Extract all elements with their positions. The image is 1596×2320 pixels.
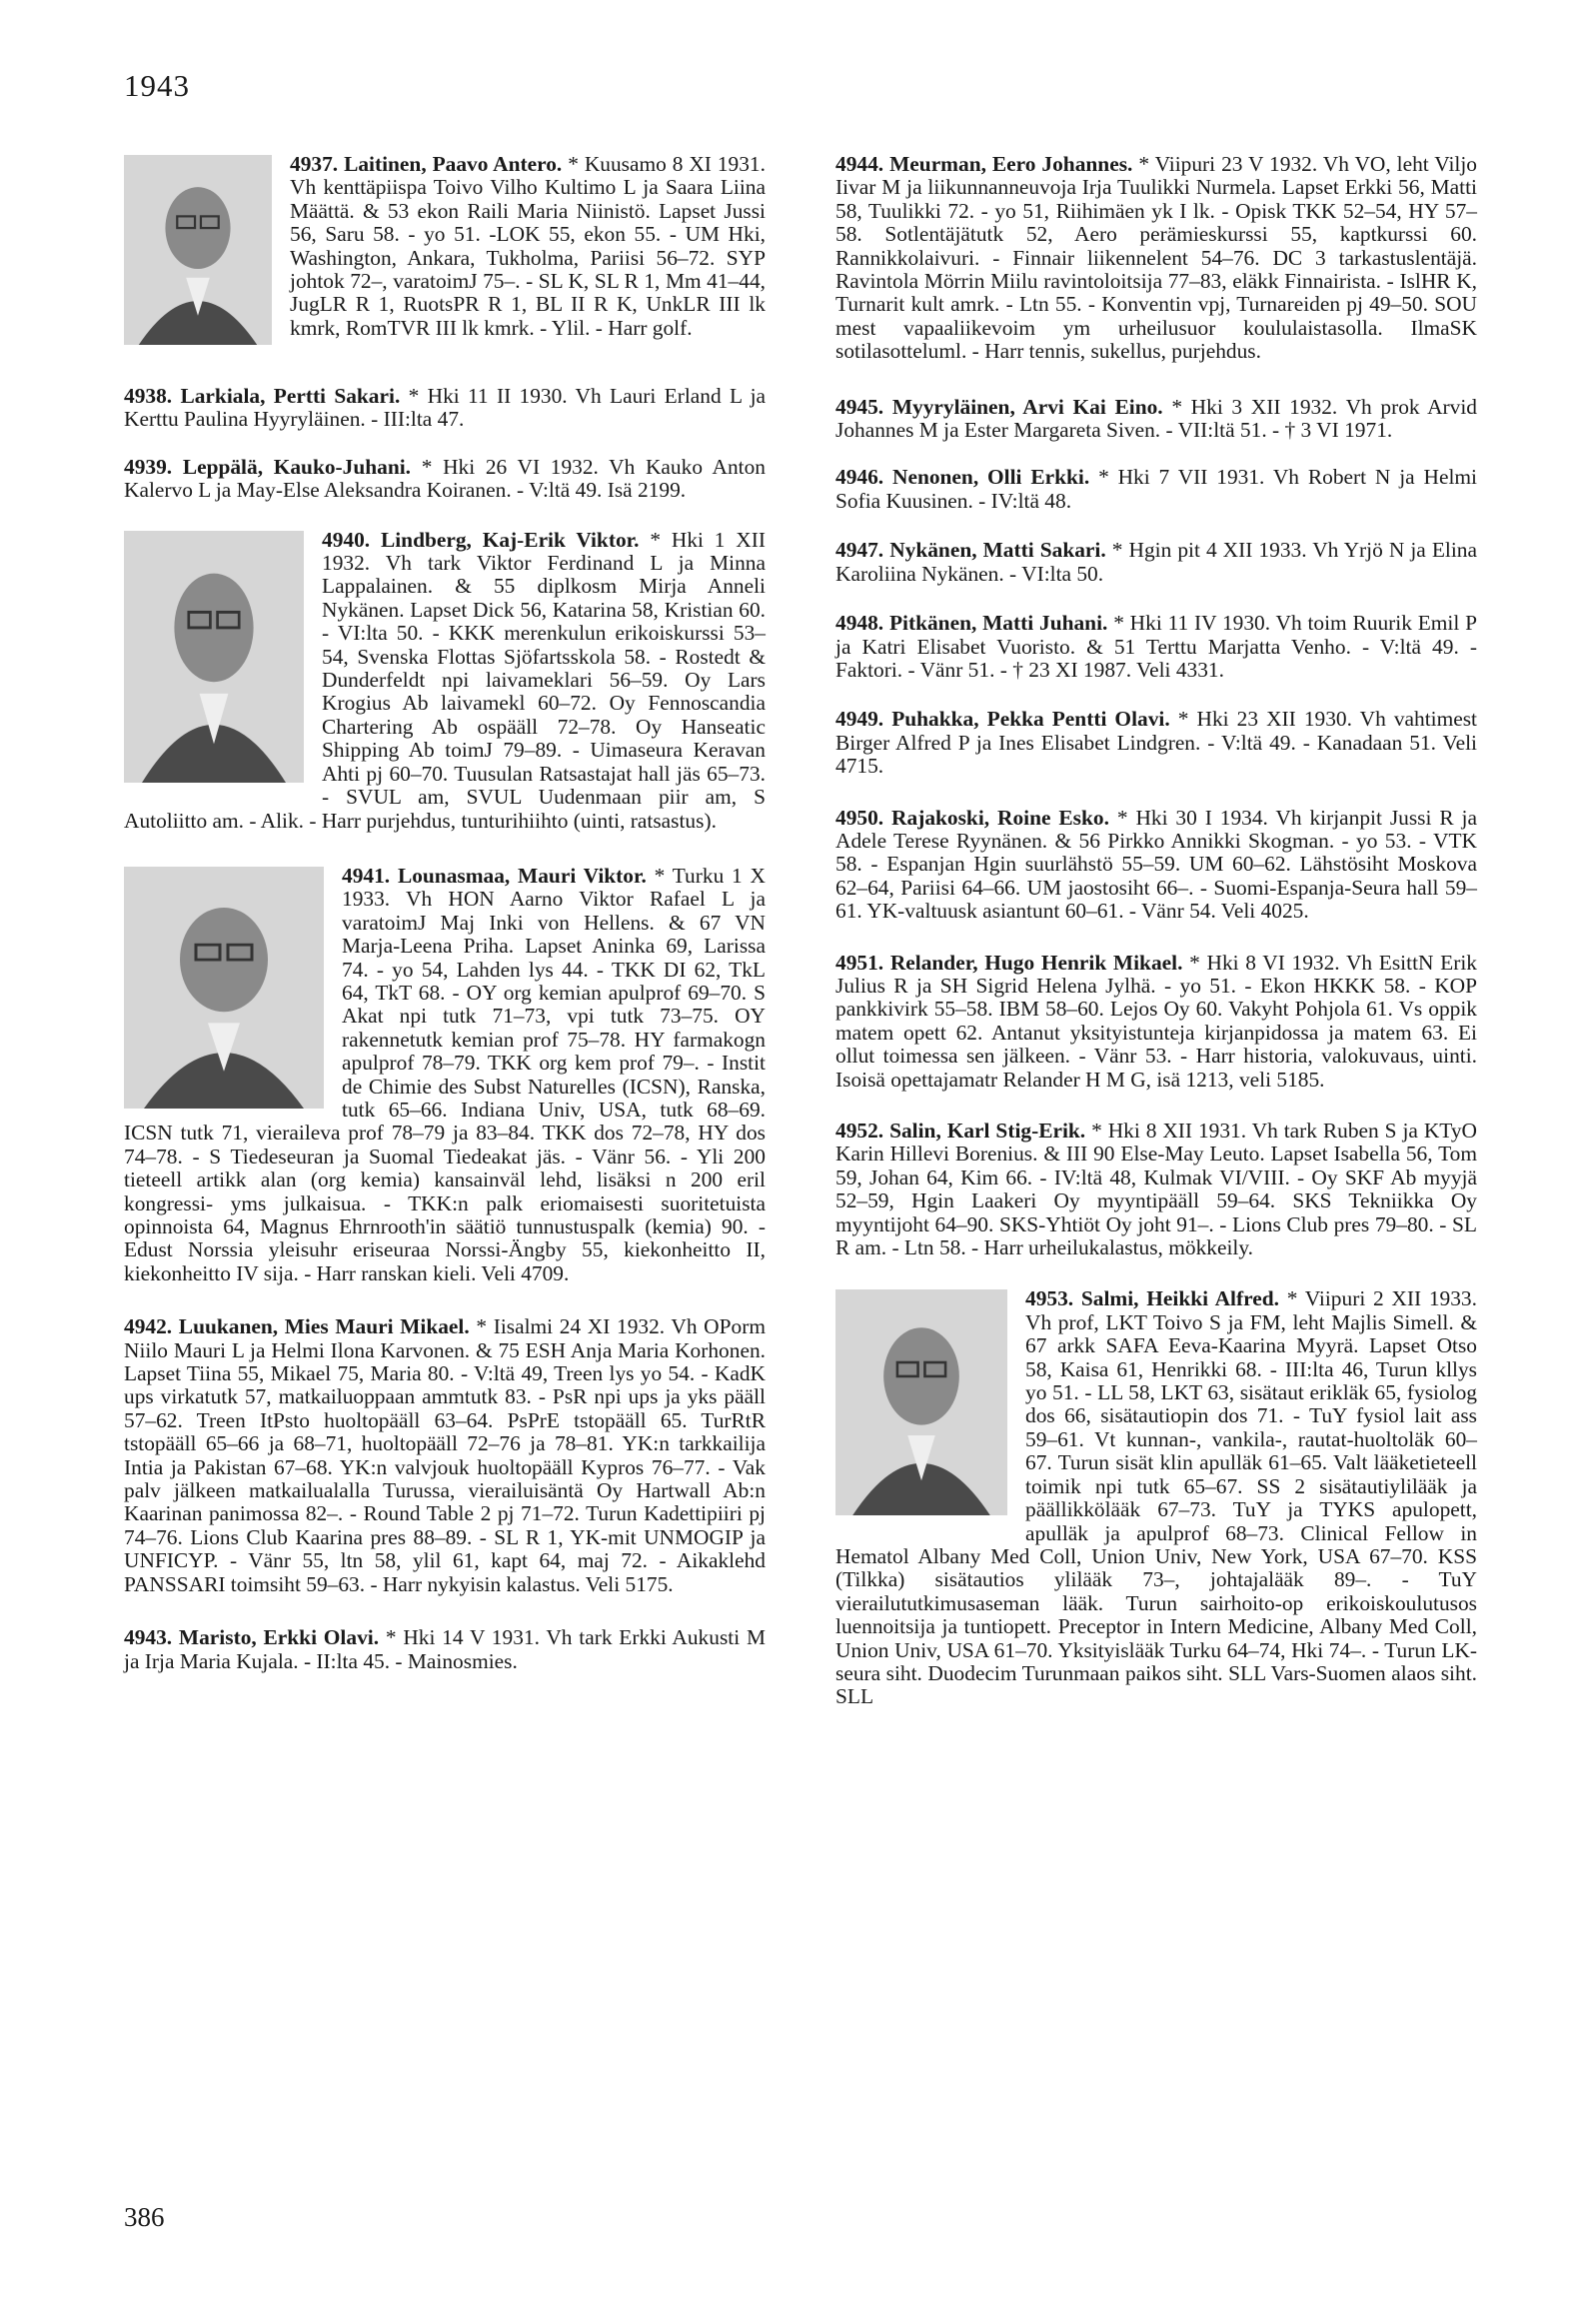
entry-4951	[835, 952, 1477, 1092]
entry-name: Salmi, Heikki Alfred.	[1080, 1286, 1279, 1311]
entry-body: * Iisalmi 24 XI 1932. Vh OPorm Niilo Mauri L ja Helmi Ilona Karvonen. & 75 ESH Anja Maria Korhonen. Lapset Tiina 55, Mikael 75, Maria 80. - V:ltä 49, Treen lys yo 54. - KadK ups virkatutk 57, matkailuoppaan ammtutk 83. - PsR npi ups ja yks pääll 57–62. Treen ItPsto huoltopääll 63–64. PsPrE tstopääll 65. TurRtR tstopääll 65–66 ja 68–71, huoltopääll 72–76 ja 78–81. YK:n tarkkailija Intia ja Pakistan 67–68. YK:n valvjouk huoltopääll Kypros 76–77. - Vak palv jälkeen matkailualalla Turussa, vierailuisäntä Oy Hartwall Ab:n Kaarinan panimossa 82–. - Round Table 2 pj 71–72. Turun Kadettipiiri pj 74–76. Lions Club Kaarina pres 88–89. - SL R 1, YK-mit UNMOGIP ja UNFICYP. - Vänr 55, ltn 58, ylil 61, kapt 64, maj 72. - Aikaklehd PANSSARI toimsiht 59–63. - Harr nykyisin kalastus. Veli 5175.	[124, 1314, 766, 1596]
entry-body: * Viipuri 2 XII 1933. Vh prof, LKT Toivo S ja FM, leht Majlis Simell. & 67 arkk SAFA Eeva-Kaarina Myyrä. Lapset Otso 58, Kaisa 61, Henrikki 68. - III:lta 46, Turun kllys yo 51. - LL 58, LKT 63, sisätaut erikläk 65, fysiolog dos 66, sisätautiopin dos 71. - TuY fysiol lait ass 59–61. Vt kunnan-, vankila-, rautat-huoltoläk 60–67. Turun sisät klin apulläk 61–65. Valt lääketieteell toimik npi tutk 65–67. SS 2 sisätautiylilääk ja päällikkölääk 67–73. TuY ja TYKS apulopett, apulläk ja apulprof 68–73. Clinical Fellow in Hematol Albany Med Coll, Union Univ, New York, USA 67–70. KSS (Tilkka) sisätautios ylilääk 73–, johtajalääk 89–. - TuY vierailututkimusaseman lääk. Turun sairhoito-op erikoiskoulutusos luennoitsija ja tuntiopett. Preceptor in Intern Medicine, Albany Med Coll, Union Univ, USA 61–70. Yksityislääk Turku 64–74, Hki 74–. - Turun LK-seura siht. Duodecim Turunmaan paikos siht. SLL Vars-Suomen alaos siht. SLL	[835, 1286, 1477, 1709]
entry-number: 4937.	[290, 152, 339, 176]
entry-name: Leppälä, Kauko-Juhani.	[182, 454, 412, 479]
entry-name: Nenonen, Olli Erkki.	[892, 465, 1090, 490]
entry-name: Nykänen, Matti Sakari.	[889, 538, 1106, 563]
entry-name: Puhakka, Pekka Pentti Olavi.	[891, 707, 1170, 732]
entry-body: * Hki 14 V 1931. Vh tark Erkki Aukusti M ja Irja Maria Kujala. - II:lta 45. - Mainosmies.	[124, 1625, 766, 1673]
portrait-photo	[124, 155, 272, 345]
entry-number: 4947.	[835, 538, 884, 563]
entry-number: 4943.	[124, 1625, 173, 1650]
portrait-photo	[124, 531, 304, 783]
entry-number: 4941.	[342, 863, 391, 888]
entry-number: 4940.	[322, 527, 371, 552]
entry-number: 4948.	[835, 611, 884, 636]
right-column	[835, 153, 1477, 1709]
entry-4947	[835, 539, 1477, 586]
entry-body: * Hki 11 II 1930. Vh Lauri Erland L ja Kerttu Paulina Hyyryläinen. - III:lta 47.	[124, 384, 767, 432]
entry-name: Laitinen, Paavo Antero.	[344, 152, 563, 176]
entry-number: 4946.	[835, 465, 884, 490]
entry-number: 4953.	[1025, 1286, 1074, 1311]
entry-body: * Hki 7 VII 1931. Vh Robert N ja Helmi Sofia Kuusinen. - IV:ltä 48.	[835, 465, 1477, 513]
entry-body: * Hki 30 I 1934. Vh kirjanpit Jussi R ja Adele Terese Ryynänen. & 56 Pirkko Annikki Skogman. - yo 53. - VTK 58. - Espanjan Hgin suurlähstö 55–59. UM 60–62. Lähstösiht Moskova 62–64, Pariisi 64–66. UM jaostosiht 66–. - Suomi-Espanja-Seura hall 59–61. YK-valtuusk asiantunt 60–61. - Vänr 54. Veli 4025.	[835, 805, 1477, 924]
entry-name: Luukanen, Mies Mauri Mikael.	[178, 1314, 470, 1339]
entry-4948	[835, 612, 1477, 682]
entry-name: Maristo, Erkki Olavi.	[178, 1625, 380, 1650]
page-number-bottom: 386	[124, 2202, 165, 2232]
entry-4950	[835, 807, 1477, 924]
entry-4941	[124, 865, 766, 1285]
entry-name: Lindberg, Kaj-Erik Viktor.	[380, 527, 640, 552]
entry-body: * Hki 3 XII 1932. Vh prok Arvid Johannes M ja Ester Margareta Siven. - VII:ltä 51. - † 3 VI 1971.	[835, 394, 1477, 443]
entry-body: * Hki 1 XII 1932. Vh tark Viktor Ferdinand L ja Minna Lappalainen. & 55 diplkosm Mirja Anneli Nykänen. Lapset Dick 56, Katarina 58, Kristian 60. - VI:lta 50. - KKK merenkulun erikoiskurssi 53–54, Svenska Flottas Sjöfartsskola 58. - Rostedt & Dunderfeldt npi laivameklari 56–59. Oy Lars Krogius Ab laivamekl 60–72. Oy Fennoscandia Chartering Ab ospääll 72–78. Oy Hanseatic Shipping Ab toimJ 79–89. - Uimaseura Keravan Ahti pj 60–70. Tuusulan Ratsastajat hall jäs 65–73. - SVUL am, SVUL Uudenmaan piir am, S Autoliitto am. - Alik. - Harr purjehdus, tunturihiihto (uinti, ratsastus).	[124, 527, 766, 833]
page-number-top: 1943	[124, 68, 190, 103]
entry-body: * Viipuri 23 V 1932. Vh VO, leht Viljo Iivar M ja liikunnanneuvoja Irja Tuulikki Nurmela. Lapset Erkki 56, Matti 58, Tuulikki 72. - yo 51, Riihimäen yk I lk. - Opisk TKK 52–54, HY 57–58. Sotlentäjätutk 52, Aero perämieskurssi 55, kaptkurssi 60. Rannikkolaivuri. - Finnair liikennelent 54–76. DC 3 tarkastuslentäjä. Ravintola Mörrin Miilu ravintoloitsija 77–83, eläkk Finnairista. - IslHR K, Turnarit kult amrk. - Ltn 55. - Konventin vpj, Turnareiden pj 49–50. SOU mest vapaaliikevoim ym urheilusuor koululaistasolla. IlmaSK sotilasotteluml. - Harr tennis, sukellus, purjehdus.	[835, 152, 1477, 364]
entry-4942	[124, 1315, 766, 1596]
entry-number: 4952.	[835, 1119, 884, 1143]
entry-4953	[835, 1287, 1477, 1708]
entry-number: 4944.	[835, 152, 884, 176]
entry-name: Relander, Hugo Henrik Mikael.	[889, 950, 1183, 975]
entry-name: Myyryläinen, Arvi Kai Eino.	[891, 394, 1163, 419]
entry-4946	[835, 466, 1477, 513]
entry-4939	[124, 456, 766, 503]
entry-4940	[124, 529, 766, 833]
entry-name: Salin, Karl Stig-Erik.	[889, 1119, 1086, 1143]
entry-name: Meurman, Eero Johannes.	[889, 152, 1133, 176]
entry-number: 4945.	[835, 394, 884, 419]
left-column	[124, 153, 766, 1673]
entry-number: 4939.	[124, 454, 173, 479]
entry-body: * Kuusamo 8 XI 1931. Vh kenttäpiispa Toivo Vilho Kultimo L ja Saara Liina Määttä. & 53 ekon Raili Maria Niinistö. Lapset Jussi 56, Saru 58. - yo 51. -LOK 55, ekon 55. - UM Hki, Washington, Ankara, Tukholma, Pariisi 56–72. SYP johtok 72–, varatoimJ 75–. - SL K, SL R 1, Mm 41–44, JugLR R 1, RuotsPR R 1, BL II R K, UnkLR III lk kmrk, RomTVR III lk kmrk. - Ylil. - Harr golf.	[290, 152, 766, 340]
entry-body: * Hki 26 VI 1932. Vh Kauko Anton Kalervo L ja May-Else Aleksandra Koiranen. - V:ltä 49. Isä 2199.	[124, 454, 766, 503]
entry-4949	[835, 708, 1477, 778]
entry-name: Pitkänen, Matti Juhani.	[888, 611, 1108, 636]
entry-name: Rajakoski, Roine Esko.	[891, 805, 1109, 830]
entry-4952	[835, 1120, 1477, 1259]
entry-body: * Turku 1 X 1933. Vh HON Aarno Viktor Rafael L ja varatoimJ Maj Inki von Hellens. & 67 VN Marja-Leena Priha. Lapset Aninka 69, Larissa 74. - yo 54, Lahden lys 44. - TKK DI 62, TkL 64, TkT 68. - OY org kemian apulprof 69–70. S Akat npi tutk 71–73, vpi tutk 73–75. OY rakennetutk kemian prof 75–78. HY farmakogn apulprof 78–79. TKK org kem prof 79–. - Instit de Chimie des Subst Naturelles (ICSN), Ranska, tutk 65–66. Indiana Univ, USA, tutk 68–69. ICSN tutk 71, vieraileva prof 78–79 ja 83–84. TKK dos 72–78, HY dos 74–78. - S Tiedeseuran ja Suomal Tiedeakat jäs. - Vänr 56. - Yli 200 tieteell artikk alan (org kemia) kansainväl lehd, lisäksi n 200 eril kongressi- yms julkaisua. - TKK:n palk eriomaisesti suoritetuista opinnoista 64, Magnus Ehrnrooth'in säätiö tunnustuspalk (kemia) 90. - Edust Norssia yleisuhr eriseuraa Norssi-Ängby 55, kiekonheitto II, kiekonheitto IV sija. - Harr ranskan kieli. Veli 4709.	[124, 863, 766, 1285]
entry-4938	[124, 385, 766, 432]
entry-4944	[835, 153, 1477, 364]
entry-body: * Hki 8 XII 1931. Vh tark Ruben S ja KTyO Karin Hillevi Borenius. & III 90 Else-May Leuto. Lapset Isabella 56, Tom 59, Johan 64, Kim 66. - IV:ltä 48, Kulmak VI/VIII. - Oy SKF Ab myyjä 52–59, Hgin Laakeri Oy myyntipääll 59–64. SKS Tekniikka Oy myyntijoht 64–90. SKS-Yhtiöt Oy joht 91–. - Lions Club pres 79–80. - SL R am. - Ltn 58. - Harr urheilukalastus, mökkeily.	[835, 1119, 1477, 1260]
entry-name: Lounasmaa, Mauri Viktor.	[397, 863, 647, 888]
portrait-photo	[124, 867, 324, 1109]
entry-body: * Hki 8 VI 1932. Vh EsittN Erik Julius R ja SH Sigrid Helena Jylhä. - yo 51. - Ekon HKKK 58. - KOP pankkivirk 55–58. IBM 58–60. Lejos Oy 60. Vakyht Pohjola 61. Vs oppik matem opett 62. Antanut yksityistunteja kirjanpidossa ja matem 63. Ei ollut toimessa sen jälkeen. - Vänr 53. - Harr historia, valokuvaus, uinti. Isoisä opettajamatr Relander H M G, isä 1213, veli 5185.	[835, 950, 1477, 1092]
entry-body: * Hki 11 IV 1930. Vh toim Ruurik Emil P ja Katri Elisabet Vuoristo. & 51 Terttu Marjatta Venho. - V:ltä 49. - Faktori. - Vänr 51. - † 23 XI 1987. Veli 4331.	[835, 611, 1478, 682]
entry-4945	[835, 396, 1477, 443]
entry-body: * Hgin pit 4 XII 1933. Vh Yrjö N ja Elina Karoliina Nykänen. - VI:lta 50.	[835, 538, 1477, 586]
portrait-photo	[835, 1289, 1007, 1515]
entry-number: 4942.	[124, 1314, 173, 1339]
entry-name: Larkiala, Pertti Sakari.	[180, 384, 401, 408]
entry-4943	[124, 1626, 766, 1673]
entry-body: * Hki 23 XII 1930. Vh vahtimest Birger Alfred P ja Ines Elisabet Lindgren. - V:ltä 49. - Kanadaan 51. Veli 4715.	[835, 707, 1477, 779]
entry-4937	[124, 153, 766, 353]
entry-number: 4938.	[124, 384, 173, 408]
entry-number: 4951.	[835, 950, 884, 975]
entry-number: 4949.	[835, 707, 884, 732]
entry-number: 4950.	[835, 805, 884, 830]
